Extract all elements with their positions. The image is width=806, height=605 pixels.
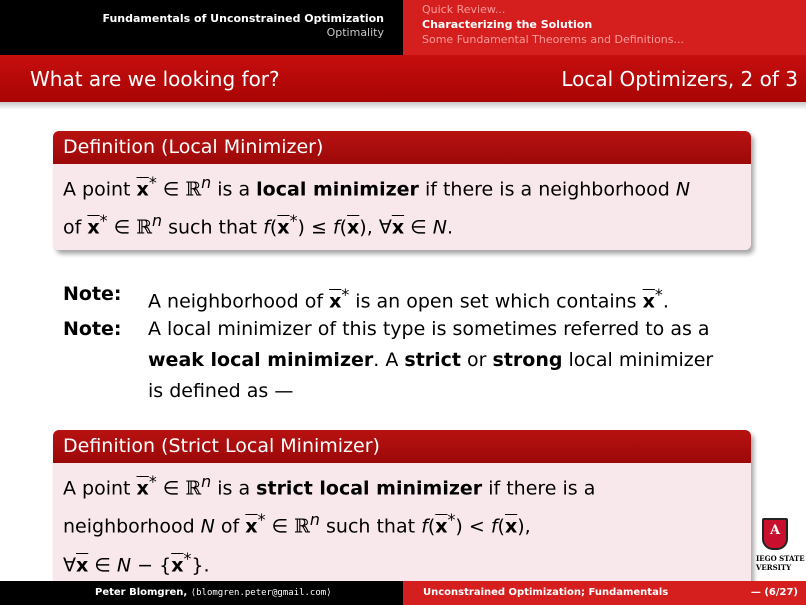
- math-forall: ∀: [378, 216, 392, 239]
- text: or: [461, 349, 493, 371]
- text: if there is a neighborhood: [418, 178, 676, 201]
- math-star: *: [148, 472, 157, 491]
- math-star: *: [447, 510, 456, 530]
- note-text: [148, 279, 669, 317]
- math-set-close: }.: [191, 553, 210, 576]
- note-label: Note:: [63, 318, 122, 340]
- text: such that: [319, 515, 422, 538]
- logo-letter: A: [769, 523, 781, 538]
- math-reals: ℝ: [185, 178, 202, 201]
- math-xbar: $\overline{x}$: [435, 515, 448, 538]
- math-paren: ): [517, 515, 525, 538]
- math-xbar: $\overline{x}$: [136, 477, 149, 500]
- definition-body: [53, 463, 751, 587]
- text: of: [63, 216, 88, 239]
- math-in: ∈: [265, 515, 295, 538]
- math-star: *: [654, 285, 663, 304]
- header-left-panel: [0, 0, 403, 55]
- math-comma: ,: [366, 216, 379, 239]
- text: is an open set which contains: [349, 290, 643, 313]
- math-paren: ): [359, 216, 367, 239]
- math-xbar: $\overline{x}$: [136, 178, 149, 201]
- definition-line: [63, 205, 741, 243]
- shield-icon: [762, 518, 788, 550]
- math-N: N: [675, 178, 691, 201]
- definition-line: [63, 504, 741, 542]
- section-title[interactable]: Optimality: [326, 26, 384, 39]
- math-period: .: [446, 216, 453, 239]
- text: . A: [373, 349, 405, 371]
- math-paren: (: [269, 216, 278, 239]
- text: if there is a: [482, 477, 596, 500]
- definition-title: Definition (Strict Local Minimizer): [53, 430, 751, 463]
- math-xbar: $\overline{x}$: [347, 216, 360, 239]
- footer-talk-title[interactable]: Unconstrained Optimization; Fundamentals: [423, 587, 669, 598]
- logo-text: IEGO STATE: [756, 554, 805, 563]
- math-f: f: [421, 515, 428, 538]
- math-xbar: $\overline{x}$: [76, 553, 89, 576]
- text: .: [662, 290, 669, 313]
- note-label: Note:: [63, 283, 122, 305]
- term-strict: strict: [404, 349, 462, 371]
- text: of: [214, 515, 246, 538]
- math-N: N: [116, 553, 132, 576]
- term-strict-local-minimizer: strict local minimizer: [256, 477, 483, 500]
- math-paren: ): [455, 515, 463, 538]
- math-in: ∈: [88, 553, 117, 576]
- text: A point: [63, 477, 137, 500]
- frame-title: What are we looking for?: [30, 67, 280, 91]
- math-xbar: $\overline{x}$: [245, 515, 258, 538]
- presentation-title[interactable]: Fundamentals of Unconstrained Optimization: [102, 12, 384, 25]
- math-comma: ,: [524, 515, 531, 538]
- math-in: ∈: [156, 477, 186, 500]
- math-in: ∈: [107, 216, 137, 239]
- note-line: is defined as —: [148, 380, 294, 402]
- math-set-minus: − {: [131, 553, 172, 576]
- math-xbar: $\overline{x}$: [391, 216, 405, 239]
- math-xbar: $\overline{x}$: [87, 216, 100, 239]
- term-strong: strong: [492, 349, 563, 371]
- text: A neighborhood of: [148, 290, 330, 313]
- math-xbar: $\overline{x}$: [504, 515, 518, 538]
- math-f: f: [263, 216, 270, 239]
- math-n: n: [151, 211, 163, 231]
- math-N: N: [200, 515, 215, 538]
- math-star: *: [289, 211, 298, 231]
- math-n: n: [309, 510, 320, 530]
- footer-page-number: — (6/27): [750, 587, 798, 598]
- note-text: [148, 314, 713, 407]
- math-xbar: $\overline{x}$: [329, 290, 342, 313]
- math-n: n: [201, 472, 212, 491]
- math-in: ∈: [404, 216, 433, 239]
- text: local minimizer: [562, 349, 714, 371]
- definition-line: [63, 167, 741, 205]
- text: is a: [211, 477, 257, 500]
- footer-author[interactable]: [95, 587, 332, 598]
- math-paren: ): [297, 216, 305, 239]
- note-line: [148, 345, 713, 376]
- math-star: *: [99, 211, 108, 231]
- definition-line: [63, 466, 741, 504]
- math-reals: ℝ: [294, 515, 310, 538]
- term-local-minimizer: local minimizer: [256, 178, 419, 201]
- math-f: f: [490, 515, 498, 538]
- definition-body: [53, 164, 751, 250]
- math-star: *: [341, 285, 350, 304]
- math-n: n: [201, 173, 212, 192]
- text: neighborhood: [63, 515, 201, 538]
- math-paren: (: [339, 216, 348, 239]
- header-bar: [0, 0, 806, 55]
- text: such that: [162, 216, 264, 239]
- math-star: *: [257, 510, 266, 530]
- math-forall: ∀: [63, 553, 76, 576]
- text: A point: [63, 178, 137, 201]
- math-xbar: $\overline{x}$: [277, 216, 290, 239]
- math-paren: (: [497, 515, 505, 538]
- math-f: f: [332, 216, 340, 239]
- math-N: N: [432, 216, 447, 239]
- math-xbar: $\overline{x}$: [171, 553, 184, 576]
- frame-bar-shadow: [0, 102, 806, 110]
- frame-title-bar: [0, 55, 806, 102]
- nav-link-characterizing-solution[interactable]: Characterizing the Solution: [422, 18, 593, 31]
- term-weak-local-minimizer: weak local minimizer: [148, 349, 374, 371]
- university-logo: [756, 518, 806, 580]
- definition-block-strict-local-minimizer: [53, 430, 751, 587]
- author-email: ⟨blomgren.peter@gmail.com⟩: [190, 588, 332, 598]
- nav-link-quick-review[interactable]: Quick Review...: [422, 3, 506, 16]
- math-star: *: [183, 548, 192, 568]
- definition-block-local-minimizer: [53, 131, 751, 250]
- text: is a: [211, 178, 257, 201]
- math-le: ≤: [304, 216, 333, 239]
- math-in: ∈: [156, 178, 186, 201]
- note-line: A local minimizer of this type is sometimes referred to as a: [148, 318, 710, 340]
- math-reals: ℝ: [185, 477, 202, 500]
- definition-title: Definition (Local Minimizer): [53, 131, 751, 164]
- frame-subtitle: Local Optimizers, 2 of 3: [561, 67, 798, 91]
- math-reals: ℝ: [136, 216, 152, 239]
- header-nav-panel: [403, 0, 806, 55]
- math-lt: <: [462, 515, 491, 538]
- author-name: Peter Blomgren,: [95, 587, 188, 598]
- footer-right-panel: [403, 581, 806, 605]
- footer-left-panel: [0, 581, 403, 605]
- logo-text: VERSITY: [756, 563, 792, 572]
- math-xbar: $\overline{x}$: [642, 290, 655, 313]
- definition-line: [63, 543, 741, 581]
- math-star: *: [148, 173, 157, 192]
- nav-link-fundamental-theorems[interactable]: Some Fundamental Theorems and Definitions...: [422, 33, 685, 46]
- math-paren: (: [427, 515, 436, 538]
